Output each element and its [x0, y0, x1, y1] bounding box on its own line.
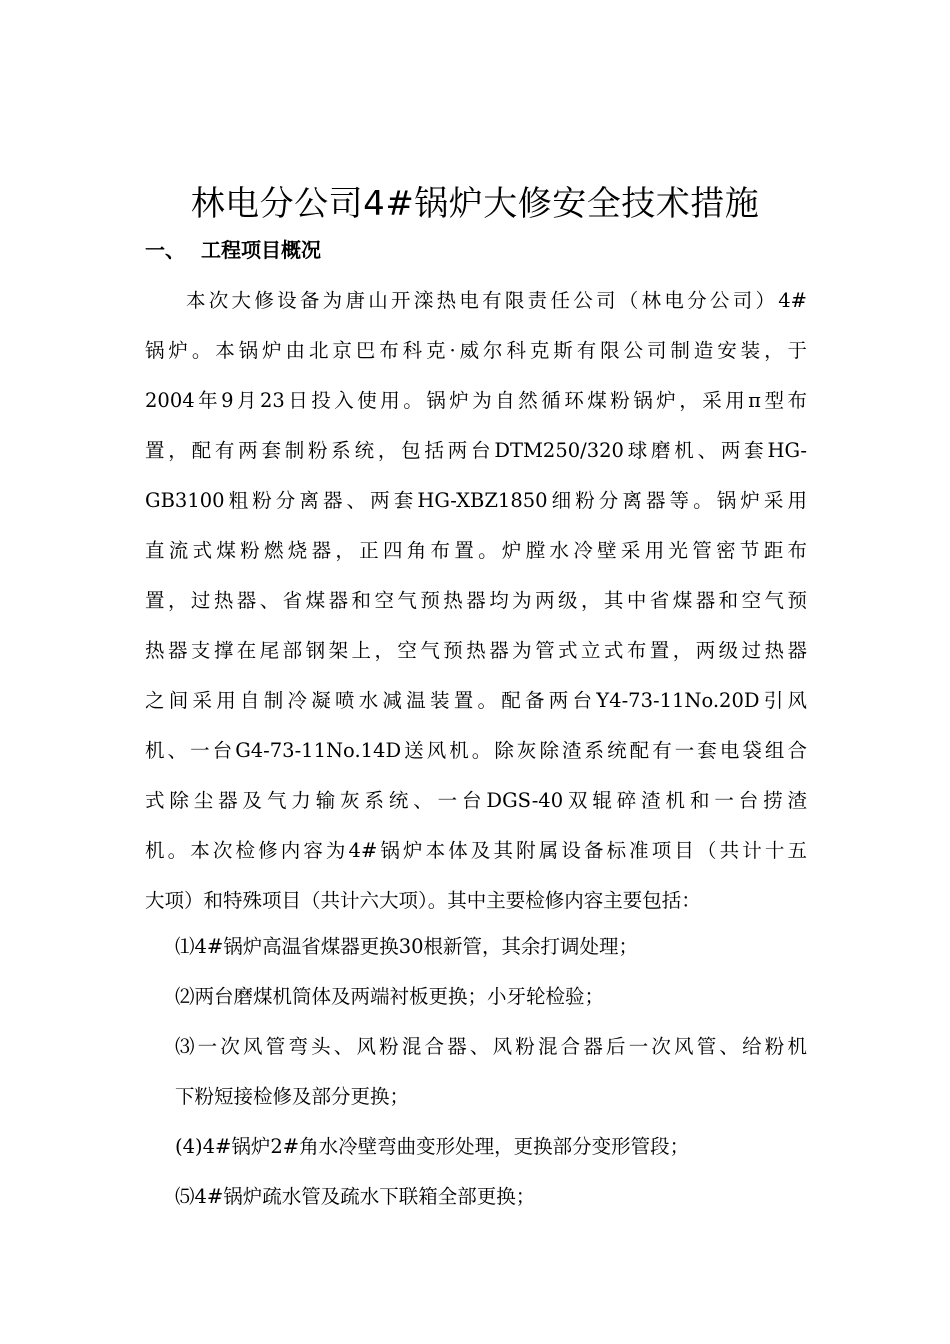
paragraph-line: 锅炉。本锅炉由北京巴布科克·威尔科克斯有限公司制造安装，于 — [145, 339, 807, 362]
paragraph-line: 本次大修设备为唐山开滦热电有限责任公司（林电分公司）4# — [186, 289, 807, 312]
list-item: ⑵两台磨煤机筒体及两端衬板更换；小牙轮检验； — [175, 985, 605, 1008]
paragraph-line: 大项）和特殊项目（共计六大项）。其中主要检修内容主要包括： — [145, 889, 701, 912]
list-item: ⑸4#锅炉疏水管及疏水下联箱全部更换； — [175, 1185, 536, 1208]
paragraph-line: 机。本次检修内容为4#锅炉本体及其附属设备标准项目（共计十五 — [145, 839, 807, 862]
paragraph-line: 热器支撑在尾部钢架上，空气预热器为管式立式布置，两级过热器 — [145, 639, 807, 662]
list-item-line: ⑶一次风管弯头、风粉混合器、风粉混合器后一次风管、给粉机 — [175, 1035, 807, 1058]
paragraph-line: 机、一台G4-73-11No.14D送风机。除灰除渣系统配有一套电袋组合 — [145, 739, 807, 762]
section-heading-1 — [145, 232, 321, 268]
document-title: 林电分公司4#锅炉大修安全技术措施 — [190, 184, 760, 224]
paragraph-line: 置，配有两套制粉系统，包括两台DTM250/320球磨机、两套HG- — [145, 439, 807, 462]
paragraph-line: 之间采用自制冷凝喷水减温装置。配备两台Y4-73-11No.20D引风 — [145, 689, 807, 712]
list-item — [175, 1022, 807, 1122]
paragraph-line: 置，过热器、省煤器和空气预热器均为两级，其中省煤器和空气预 — [145, 589, 807, 612]
paragraph-line: GB3100粗粉分离器、两套HG-XBZ1850细粉分离器等。锅炉采用 — [145, 489, 807, 512]
paragraph-line: 式除尘器及气力输灰系统、一台DGS-40双辊碎渣机和一台捞渣 — [145, 789, 807, 812]
list-item-line: 下粉短接检修及部分更换； — [175, 1085, 410, 1108]
section-number: 一、 — [145, 238, 185, 262]
section-title: 工程项目概况 — [201, 238, 321, 262]
paragraph-line: 直流式煤粉燃烧器，正四角布置。炉膛水冷壁采用光管密节距布 — [145, 539, 807, 562]
list-item: (4)4#锅炉2#角水冷壁弯曲变形处理，更换部分变形管段； — [175, 1135, 690, 1158]
overview-paragraph — [145, 276, 807, 926]
paragraph-line: 2004年9月23日投入使用。锅炉为自然循环煤粉锅炉，采用π型布 — [145, 389, 807, 412]
list-item: ⑴4#锅炉高温省煤器更换30根新管，其余打调处理； — [175, 935, 639, 958]
